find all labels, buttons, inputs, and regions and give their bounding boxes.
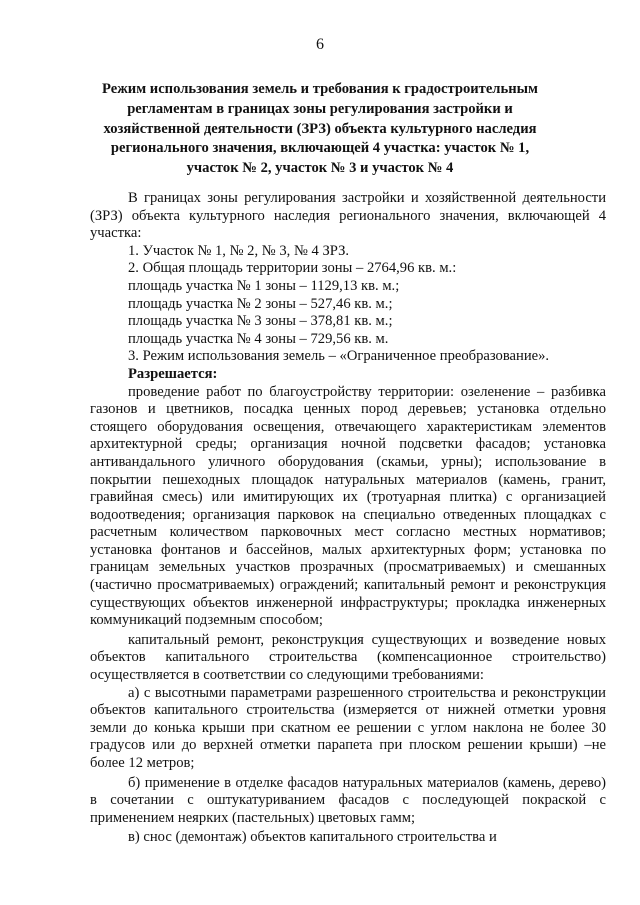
total-area-item: 2. Общая площадь территории зоны – 2764,96 кв. м.: bbox=[128, 260, 457, 277]
allowed-paragraph: проведение работ по благоустройству территории: озеленение – разбивка газонов и цветников, посадка ценных пород деревьев; установка отдельно стоящего оборудования освещения, отвечающего характеристикам элементов архитектурной среды; организация ночной подсветки фасадов; установка антивандального уличного оборудования (скамьи, урны); использование в покрытии пешеходных площадок натуральных материалов (камень, гранит, гравийная смесь) или имитирующих их (тротуарная плитка) с организацией водоотведения; организация парковок на специально отведенных площадках с расчетным количеством парковочных мест согласно местных нормативов; установка фонтанов и бассейнов, малых архитектурных форм; установка по границам земельных участков прозрачных (просматриваемых) и смешанных (частично просматриваемых) ограждений; капитальный ремонт и реконструкция существующих объектов инженерной инфраструктуры; прокладка инженерных коммуникаций подземным способом; bbox=[90, 383, 606, 629]
land-use-regime-item: 3. Режим использования земель – «Ограниченное преобразование». bbox=[128, 348, 550, 365]
allowed-heading: Разрешается: bbox=[128, 365, 218, 382]
document-body bbox=[90, 190, 606, 847]
requirement-a: а) с высотными параметрами разрешенного строительства и реконструкции объектов капитального строительства (измеряется от нижней отметки уровня земли до конька крыши при скатном ее решении с углом наклона не более 30 градусов или до верхней отметки парапета при плоском решении крыши) –не более 12 метров; bbox=[90, 684, 606, 771]
area-site-3: площадь участка № 3 зоны – 378,81 кв. м.; bbox=[128, 313, 393, 330]
construction-paragraph: капитальный ремонт, реконструкция существующих и возведение новых объектов капитального строительства (компенсационное строительство) осуществляется в соответствии со следующими требованиями: bbox=[90, 631, 606, 684]
area-site-1: площадь участка № 1 зоны – 1129,13 кв. м.; bbox=[128, 277, 400, 294]
requirement-b: б) применение в отделке фасадов натуральных материалов (камень, дерево) в сочетании с оштукатуриванием фасадов с последующей покраской с применением неярких (пастельных) цветовых гамм; bbox=[90, 774, 606, 826]
intro-paragraph: В границах зоны регулирования застройки и хозяйственной деятельности (ЗРЗ) объекта культурного наследия регионального значения, включающей 4 участка: bbox=[90, 190, 606, 242]
page-number: 6 bbox=[316, 36, 324, 53]
area-site-2: площадь участка № 2 зоны – 527,46 кв. м.; bbox=[128, 295, 393, 312]
section-title: Режим использования земель и требования к градостроительным регламентам в границах зоны регулирования застройки и хозяйственной деятельности (ЗРЗ) объекта культурного наследия регионального значения, включающей 4 участка: участок № 1, участок № 2, участок № 3 и участок № 4 bbox=[102, 81, 538, 177]
sites-item: 1. Участок № 1, № 2, № 3, № 4 ЗРЗ. bbox=[128, 242, 350, 259]
area-site-4: площадь участка № 4 зоны – 729,56 кв. м. bbox=[128, 330, 389, 347]
requirement-v: в) снос (демонтаж) объектов капитального строительства и bbox=[128, 829, 497, 846]
